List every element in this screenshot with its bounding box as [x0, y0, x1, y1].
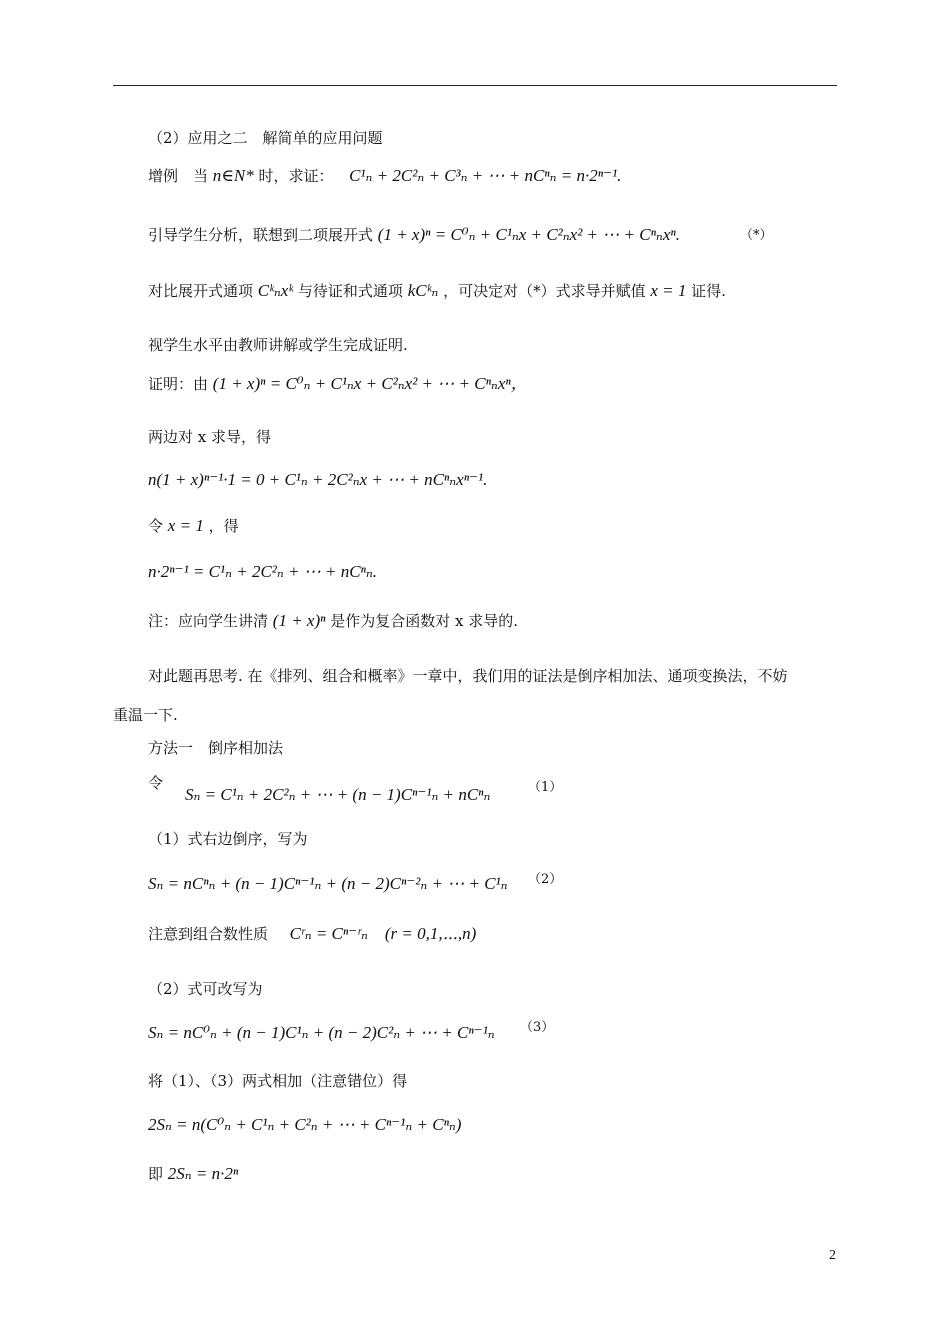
compare-text-4: 证得. — [691, 282, 726, 300]
compare-line — [148, 281, 726, 301]
eq1-formula: Sₙ = C¹ₙ + 2C²ₙ + ⋯ + (n − 1)Cⁿ⁻¹ₙ + nCⁿₙ — [185, 785, 491, 804]
guide-line — [148, 225, 680, 245]
derive-formula: n(1 + x)ⁿ⁻¹·1 = 0 + C¹ₙ + 2C²ₙx + ⋯ + nCⁿₙxⁿ⁻¹. — [148, 470, 488, 489]
example-mid: 时，求证： — [258, 167, 334, 185]
reverse-text: （1）式右边倒序，写为 — [148, 830, 308, 848]
add-text: 将（1）、（3）两式相加（注意错位）得 — [148, 1072, 408, 1090]
let-formula: x = 1 — [167, 516, 204, 535]
let-label: 令 — [148, 517, 164, 535]
derive-formula-line — [148, 470, 487, 490]
eq1-label: 令 — [148, 774, 164, 792]
rewrite-text: （2）式可改写为 — [148, 980, 263, 998]
eq3-line — [148, 1023, 495, 1043]
eq3-tag: （3） — [520, 1020, 555, 1035]
guide-formula: (1 + x)ⁿ = C⁰ₙ + C¹ₙx + C²ₙx² + ⋯ + Cⁿₙxⁿ. — [377, 225, 680, 244]
note-formula: (1 + x)ⁿ — [272, 611, 326, 630]
page-number: 2 — [829, 1248, 836, 1263]
sum-line — [148, 1115, 461, 1135]
compare-formula-3: x = 1 — [650, 281, 687, 300]
result-formula-line — [148, 562, 377, 582]
compare-text-1: 对比展开式通项 — [148, 282, 254, 300]
eq1-tag: （1） — [528, 780, 563, 795]
let-line — [148, 516, 239, 536]
method-one-heading: 方法一 倒序相加法 — [148, 739, 284, 757]
example-line — [148, 166, 621, 186]
eq2-tag: （2） — [528, 872, 563, 887]
compare-text-3: ，可决定对（*）式求导并赋值 — [443, 282, 646, 300]
guide-tag: （*） — [740, 228, 773, 243]
rethink-line-1: 对此题再思考. 在《排列、组合和概率》一章中，我们用的证法是倒序相加法、通项变换法，不妨 — [148, 667, 788, 685]
let-suffix: ，得 — [208, 517, 239, 535]
property-line — [148, 924, 476, 944]
example-label: 增例 当 — [148, 167, 209, 185]
then-label: 即 — [148, 1165, 164, 1183]
compare-formula-2: kCᵏₙ — [407, 281, 439, 300]
final-line — [148, 1164, 238, 1184]
final-formula: 2Sₙ = n·2ⁿ — [167, 1164, 239, 1183]
proof-formula: (1 + x)ⁿ = C⁰ₙ + C¹ₙx + C²ₙx² + ⋯ + Cⁿₙxⁿ， — [212, 374, 528, 393]
compare-text-2: 与待证和式通项 — [297, 282, 403, 300]
note-text-1: 注：应向学生讲清 — [148, 612, 269, 630]
proof-line — [148, 374, 528, 394]
rethink-line-2: 重温一下. — [113, 706, 178, 724]
eq3-formula: Sₙ = nC⁰ₙ + (n − 1)C¹ₙ + (n − 2)C²ₙ + ⋯ + Cⁿ⁻¹ₙ — [148, 1023, 495, 1042]
guide-text: 引导学生分析，联想到二项展开式 — [148, 226, 374, 244]
header-rule — [113, 85, 837, 86]
example-formula: C¹ₙ + 2C²ₙ + C³ₙ + ⋯ + nCⁿₙ = n·2ⁿ⁻¹. — [349, 166, 622, 185]
property-text: 注意到组合数性质 — [148, 925, 269, 943]
eq2-formula: Sₙ = nCⁿₙ + (n − 1)Cⁿ⁻¹ₙ + (n − 2)Cⁿ⁻²ₙ + ⋯ + C¹ₙ — [148, 874, 508, 893]
example-condition: n∈N* — [212, 166, 254, 185]
proof-label: 证明：由 — [148, 375, 209, 393]
eq2-line — [148, 874, 508, 894]
sum-formula: 2Sₙ = n(C⁰ₙ + C¹ₙ + C²ₙ + ⋯ + Cⁿ⁻¹ₙ + Cⁿₙ) — [148, 1115, 462, 1134]
compare-formula-1: Cᵏₙxᵏ — [257, 281, 294, 300]
section-heading: （2）应用之二 解简单的应用问题 — [148, 129, 383, 147]
note-text-2: 是作为复合函数对 x 求导的. — [330, 612, 519, 630]
result-formula: n·2ⁿ⁻¹ = C¹ₙ + 2C²ₙ + ⋯ + nCⁿₙ. — [148, 562, 378, 581]
level-text: 视学生水平由教师讲解或学生完成证明. — [148, 336, 408, 354]
note-line — [148, 611, 518, 631]
eq1-line — [185, 785, 490, 805]
property-formula: Cʳₙ = Cⁿ⁻ʳₙ (r = 0,1,⋯,n) — [289, 924, 477, 943]
derive-text: 两边对 x 求导，得 — [148, 428, 271, 446]
